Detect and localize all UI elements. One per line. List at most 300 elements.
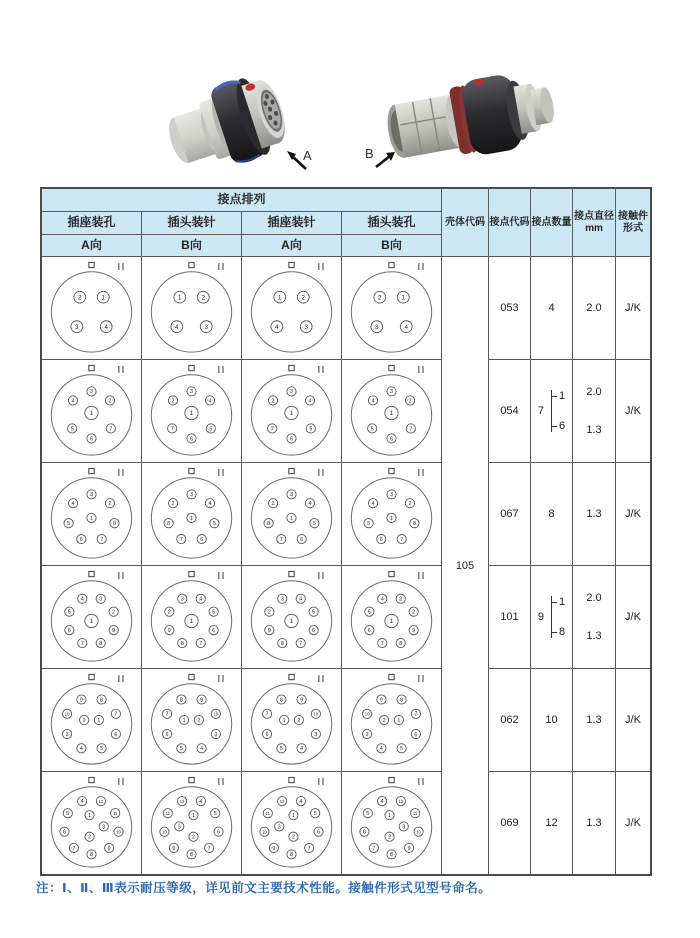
polarization-key-mark	[89, 777, 94, 782]
pin-diagram-101-plug-pin-b	[142, 566, 241, 668]
contact-pin-number: 6	[300, 536, 304, 543]
contact-form-label-1: 接触件	[618, 211, 648, 222]
contact-pin-number: 10	[64, 711, 70, 717]
insert-outline	[51, 684, 131, 764]
contact-pin-number: 6	[414, 731, 418, 738]
contact-pin-number: 5	[366, 811, 370, 818]
pin-diagram-svg	[42, 772, 141, 874]
withstand-voltage-level-mark: II	[317, 777, 326, 789]
contact-pin-number: 7	[372, 845, 376, 852]
contact-pin-number: 2	[88, 834, 92, 841]
col-header-contact-count: 接点数量	[531, 189, 572, 256]
polarization-key-mark	[389, 262, 394, 267]
contact-pin-number: 3	[390, 389, 393, 396]
contact-pin-number: 6	[217, 829, 221, 836]
contact-pin-number: 5	[370, 426, 374, 433]
pin-diagram-069-plug-hole-b	[342, 772, 441, 874]
contact-pin-number: 2	[271, 398, 275, 405]
contact-pin-number: 8	[290, 852, 293, 859]
polarization-key-mark	[89, 468, 94, 473]
socket-connector-body	[159, 69, 293, 181]
withstand-voltage-level-mark: II	[117, 571, 126, 583]
contact-code-value: 054	[489, 360, 530, 462]
withstand-voltage-level-mark: II	[217, 468, 226, 480]
contact-pin-number: 3	[99, 596, 103, 603]
contact-pin-number: 5	[213, 811, 217, 818]
contact-pin-number: 2	[377, 294, 382, 302]
contact-pin-number: 4	[308, 398, 312, 405]
contact-pin-number: 5	[66, 811, 70, 818]
contact-pin-number: 4	[379, 746, 383, 753]
pin-diagram-svg	[242, 566, 341, 668]
pin-diagram-067-socket-hole-a	[42, 463, 141, 565]
contact-pin-number: 1	[291, 813, 295, 820]
pin-diagram-svg	[342, 772, 441, 874]
contact-pin-number: 7	[207, 845, 211, 852]
contact-pin-number: 4	[71, 398, 75, 405]
contact-pin-number: 5	[400, 746, 404, 753]
contact-pin-number: 5	[179, 746, 183, 753]
contact-pin-number: 8	[179, 697, 183, 704]
contact-pin-number: 9	[407, 845, 411, 852]
pin-diagram-054-plug-pin-b	[142, 360, 241, 462]
contact-pin-number: 8	[399, 640, 403, 647]
insert-outline	[151, 684, 231, 764]
pin-diagram-054-socket-pin-a	[242, 360, 341, 462]
contact-form-value: J/K	[616, 257, 650, 359]
withstand-voltage-level-mark: II	[317, 262, 326, 274]
contact-pin-number: 8	[279, 697, 283, 704]
contact-pin-number: 6	[362, 829, 366, 836]
contact-pin-number: 2	[201, 294, 206, 302]
contact-pin-number: 8	[400, 697, 404, 704]
contact-pin-number: 1	[389, 410, 394, 418]
contact-pin-number: 4	[71, 501, 75, 508]
contact-pin-number: 3	[390, 492, 393, 499]
contact-pin-number: 7	[80, 640, 84, 647]
contact-diameter-cell	[573, 669, 615, 771]
insert-outline	[251, 684, 331, 764]
contact-pin-number: 8	[100, 697, 104, 704]
pin-diagram-067-socket-pin-a	[242, 463, 341, 565]
col-header-contact-diameter	[573, 189, 615, 256]
contact-pin-number: 1	[401, 294, 406, 302]
contact-pin-number: 5	[367, 609, 371, 616]
contact-pin-number: 2	[197, 717, 201, 724]
contact-pin-number: 6	[165, 731, 169, 738]
pin-diagram-svg	[342, 360, 441, 462]
diameter-value: 2.0	[586, 592, 602, 604]
pin-diagram-svg	[42, 566, 141, 668]
contact-pin-number: 6	[367, 628, 371, 635]
contact-pin-number: 6	[317, 829, 321, 836]
contact-pin-number: 7	[414, 711, 418, 718]
contact-pin-number: 6	[200, 536, 204, 543]
pin-diagram-svg	[242, 360, 341, 462]
contact-form-value: J/K	[616, 360, 650, 462]
contact-pin-number: 6	[379, 536, 383, 543]
contact-pin-number: 3	[365, 731, 369, 738]
contact-pin-number: 5	[367, 521, 371, 528]
polarization-key-mark	[89, 674, 94, 679]
contact-pin-number: 2	[267, 609, 271, 616]
contact-pin-number: 8	[390, 852, 393, 859]
contact-pin-number: 3	[90, 492, 93, 499]
withstand-voltage-level-mark: II	[317, 468, 326, 480]
contact-pin-number: 6	[265, 731, 269, 738]
polarization-key-mark	[389, 777, 394, 782]
contact-count-cell	[531, 257, 572, 359]
contact-pin-number: 7	[109, 426, 113, 433]
contact-pin-number: 2	[271, 501, 275, 508]
withstand-voltage-level-mark: II	[217, 674, 226, 686]
contact-pin-number: 4	[208, 501, 212, 508]
withstand-voltage-level-mark: II	[317, 571, 326, 583]
contact-pin-number: 1	[282, 717, 286, 724]
withstand-voltage-level-mark: II	[417, 365, 426, 377]
view-a-label: A	[303, 148, 312, 163]
contact-diameter-label: 接点直径	[574, 211, 614, 222]
col-header-socket-hole: 插座装孔	[42, 212, 141, 234]
view-b-arrow	[365, 146, 395, 167]
withstand-voltage-level-mark: II	[117, 468, 126, 480]
contact-code-value: 067	[489, 463, 530, 565]
diameter-value-2: 1.3	[586, 630, 602, 642]
contact-pin-number: 11	[265, 811, 270, 817]
plug-connector-photo	[364, 53, 572, 181]
contact-pin-number: 6	[212, 628, 216, 635]
contact-pin-number: 9	[267, 628, 271, 635]
contact-pin-number: 2	[108, 398, 112, 405]
contact-pin-number: 7	[199, 640, 203, 647]
contact-code-value: 062	[489, 669, 530, 771]
contact-pin-number: 1	[290, 515, 293, 522]
pin-diagram-062-plug-pin-b	[142, 669, 241, 771]
col-header-view-b: B向	[142, 235, 241, 256]
polarization-key-mark	[89, 365, 94, 370]
pin-diagram-svg	[142, 669, 241, 771]
contact-pin-number: 7	[265, 711, 269, 718]
contact-pin-number: 8	[112, 521, 116, 528]
contact-pin-number: 9	[200, 697, 204, 704]
col-header-contact-form	[616, 189, 650, 256]
polarization-key-mark	[189, 571, 194, 576]
withstand-voltage-level-mark: II	[117, 365, 126, 377]
pin-diagram-svg	[142, 257, 241, 359]
contact-pin-number: 7	[299, 640, 303, 647]
contact-pin-number: 3	[375, 323, 379, 331]
contact-pin-number: 3	[204, 323, 208, 331]
contact-pin-number: 9	[107, 845, 111, 852]
contact-arrangement-table	[40, 187, 652, 876]
polarization-key-mark	[389, 571, 394, 576]
contact-pin-number: 10	[364, 711, 370, 717]
contact-pin-number: 4	[208, 398, 212, 405]
pin-diagram-101-plug-hole-b	[342, 566, 441, 668]
contact-pin-number: 8	[280, 640, 284, 647]
contact-pin-number: 1	[390, 515, 393, 522]
pin-diagram-069-plug-pin-b	[142, 772, 241, 874]
contact-pin-number: 2	[82, 717, 86, 724]
contact-pin-number: 9	[167, 628, 171, 635]
contact-form-value: J/K	[616, 566, 650, 668]
contact-form-value: J/K	[616, 463, 650, 565]
contact-pin-number: 1	[90, 515, 93, 522]
contact-pin-number: 3	[290, 389, 293, 396]
diameter-value: 1.3	[586, 817, 602, 829]
contact-pin-number: 6	[62, 829, 66, 836]
withstand-voltage-level-mark: II	[417, 468, 426, 480]
contact-pin-number: 7	[270, 426, 274, 433]
polarization-key-mark	[189, 262, 194, 267]
col-header-contact-arrangement: 接点排列	[42, 189, 441, 211]
contact-pin-number: 4	[404, 323, 408, 331]
contact-diameter-cell	[573, 257, 615, 359]
col-header-plug-hole: 插头装孔	[342, 212, 441, 234]
polarization-key-mark	[189, 468, 194, 473]
polarization-key-mark	[389, 674, 394, 679]
contact-pin-number: 5	[313, 811, 317, 818]
pin-diagram-svg	[142, 566, 241, 668]
contact-pin-number: 4	[200, 746, 204, 753]
pin-diagram-svg	[42, 463, 141, 565]
contact-count-cell	[531, 566, 572, 668]
contact-pin-number: 2	[191, 834, 195, 841]
contact-pin-number: 3	[214, 731, 218, 738]
contact-pin-number: 4	[371, 501, 375, 508]
withstand-voltage-level-mark: II	[217, 777, 226, 789]
contact-pin-number: 1	[177, 294, 182, 302]
withstand-voltage-level-mark: II	[317, 365, 326, 377]
contact-pin-number: 1	[101, 294, 106, 302]
contact-pin-number: 3	[290, 492, 293, 499]
contact-pin-number: 2	[291, 834, 295, 841]
pin-diagram-054-socket-hole-a	[42, 360, 141, 462]
contact-pin-number: 11	[165, 811, 170, 817]
view-a-arrow	[287, 148, 312, 169]
insert-outline	[51, 272, 131, 352]
contact-pin-number: 1	[88, 813, 92, 820]
contact-code-value: 101	[489, 566, 530, 668]
footnote: 注：Ⅰ、Ⅱ、Ⅲ表示耐压等级，详见前文主要技术性能。接触件形式见型号命名。	[36, 881, 492, 895]
withstand-voltage-level-mark: II	[417, 262, 426, 274]
contact-form-value: J/K	[616, 772, 650, 874]
col-header-plug-pin: 插头装针	[142, 212, 241, 234]
pin-diagram-101-socket-hole-a	[42, 566, 141, 668]
polarization-key-mark	[289, 468, 294, 473]
contact-pin-number: 3	[90, 389, 93, 396]
contact-pin-number: 1	[389, 618, 394, 626]
contact-count-cell	[531, 669, 572, 771]
pin-diagram-svg	[42, 360, 141, 462]
contact-pin-number: 4	[275, 323, 279, 331]
contact-code-value: 069	[489, 772, 530, 874]
contact-pin-number: 7	[279, 536, 283, 543]
contact-pin-number: 11	[113, 811, 118, 817]
withstand-voltage-level-mark: II	[417, 571, 426, 583]
contact-pin-number: 2	[408, 398, 412, 405]
contact-pin-number: 6	[90, 436, 93, 443]
pin-diagram-svg	[342, 566, 441, 668]
contact-pin-number: 3	[314, 731, 318, 738]
contact-count-value: 4	[548, 302, 555, 314]
diameter-group-bracket: 1 8	[551, 596, 565, 638]
contact-pin-number: 1	[189, 618, 194, 626]
polarization-key-mark	[289, 365, 294, 370]
contact-pin-number: 3	[277, 824, 281, 831]
contact-pin-number: 5	[212, 609, 216, 616]
contact-pin-number: 4	[300, 746, 304, 753]
contact-pin-number: 2	[112, 609, 116, 616]
pin-diagram-svg	[342, 257, 441, 359]
pin-diagram-062-plug-hole-b	[342, 669, 441, 771]
contact-pin-number: 3	[280, 596, 284, 603]
contact-pin-number: 9	[300, 697, 304, 704]
contact-pin-number: 1	[289, 410, 294, 418]
contact-pin-number: 8	[99, 640, 103, 647]
diameter-value: 1.3	[586, 714, 602, 726]
contact-pin-number: 3	[65, 731, 69, 738]
contact-pin-number: 3	[180, 596, 184, 603]
col-header-contact-code: 接点代码	[489, 189, 530, 256]
withstand-voltage-level-mark: II	[217, 571, 226, 583]
contact-pin-number: 2	[171, 501, 175, 508]
contact-form-label-2: 形式	[623, 222, 643, 234]
insert-outline	[351, 684, 431, 764]
contact-count-cell	[531, 360, 572, 462]
contact-pin-number: 1	[388, 813, 392, 820]
contact-pin-number: 4	[199, 596, 203, 603]
diameter-value: 2.0	[586, 302, 602, 314]
contact-pin-number: 4	[371, 398, 375, 405]
contact-pin-number: 2	[108, 501, 112, 508]
contact-pin-number: 8	[412, 521, 416, 528]
contact-count-value: 9	[537, 611, 544, 623]
contact-pin-number: 1	[191, 813, 195, 820]
col-header-view-a: A向	[42, 235, 141, 256]
contact-pin-number: 12	[98, 798, 104, 804]
contact-pin-number: 4	[380, 596, 384, 603]
contact-pin-number: 11	[413, 811, 418, 817]
polarization-key-mark	[89, 262, 94, 267]
pin-diagram-067-plug-pin-b	[142, 463, 241, 565]
withstand-voltage-level-mark: II	[117, 674, 126, 686]
contact-pin-number: 4	[308, 501, 312, 508]
pin-diagram-svg	[342, 669, 441, 771]
contact-pin-number: 1	[190, 515, 193, 522]
withstand-voltage-level-mark: II	[417, 777, 426, 789]
contact-form-value: J/K	[616, 669, 650, 771]
contact-pin-number: 1	[89, 410, 94, 418]
contact-pin-number: 4	[175, 323, 179, 331]
pin-diagram-067-plug-hole-b	[342, 463, 441, 565]
contact-pin-number: 3	[399, 596, 403, 603]
contact-pin-number: 7	[400, 536, 404, 543]
contact-pin-number: 3	[102, 824, 106, 831]
contact-pin-number: 12	[398, 798, 404, 804]
contact-pin-number: 2	[171, 398, 175, 405]
contact-count-cell	[531, 463, 572, 565]
contact-pin-number: 6	[67, 628, 71, 635]
contact-pin-number: 6	[390, 436, 393, 443]
pin-diagram-svg	[42, 257, 141, 359]
contact-pin-number: 6	[114, 731, 118, 738]
polarization-key-mark	[389, 365, 394, 370]
contact-pin-number: 8	[167, 521, 171, 528]
contact-pin-number: 1	[277, 294, 282, 302]
contact-pin-number: 4	[79, 746, 83, 753]
contact-count-value: 7	[537, 405, 544, 417]
polarization-key-mark	[289, 262, 294, 267]
col-header-shell-code: 壳体代码	[442, 189, 488, 256]
contact-pin-number: 2	[167, 609, 171, 616]
contact-pin-number: 9	[112, 628, 116, 635]
col-header-view-a: A向	[242, 235, 341, 256]
polarization-key-mark	[89, 571, 94, 576]
contact-pin-number: 9	[272, 845, 276, 852]
diameter-value: 2.0	[586, 386, 602, 398]
contact-pin-number: 10	[313, 711, 319, 717]
pin-diagram-069-socket-pin-a	[242, 772, 341, 874]
insert-outline	[351, 272, 431, 352]
pin-diagram-svg	[342, 463, 441, 565]
contact-pin-number: 10	[116, 829, 121, 835]
contact-pin-number: 3	[190, 389, 193, 396]
contact-pin-number: 3	[190, 492, 193, 499]
contact-pin-number: 1	[97, 717, 101, 724]
pin-diagram-svg	[142, 463, 241, 565]
contact-pin-number: 7	[307, 845, 311, 852]
contact-pin-number: 2	[408, 501, 412, 508]
contact-pin-number: 5	[70, 426, 74, 433]
contact-diameter-cell	[573, 463, 615, 565]
contact-pin-number: 7	[114, 711, 118, 718]
contact-pin-number: 1	[189, 410, 194, 418]
pin-diagram-svg	[242, 257, 341, 359]
contact-code-value: 053	[489, 257, 530, 359]
contact-pin-number: 8	[190, 852, 193, 859]
contact-pin-number: 1	[397, 717, 401, 724]
contact-pin-number: 5	[312, 521, 316, 528]
contact-pin-number: 7	[170, 426, 174, 433]
pin-diagram-svg	[242, 772, 341, 874]
contact-pin-number: 1	[89, 618, 94, 626]
pin-diagram-062-socket-hole-a	[42, 669, 141, 771]
diameter-group-bracket: 1 6	[551, 390, 565, 432]
pin-diagram-svg	[142, 360, 241, 462]
pin-diagram-053-socket-hole-a	[42, 257, 141, 359]
contact-pin-number: 9	[412, 628, 416, 635]
contact-pin-number: 10	[162, 829, 167, 835]
polarization-key-mark	[189, 777, 194, 782]
contact-pin-number: 7	[179, 536, 183, 543]
pin-diagram-053-plug-hole-b	[342, 257, 441, 359]
contact-pin-number: 10	[262, 829, 267, 835]
contact-pin-number: 2	[388, 834, 392, 841]
contact-pin-number: 6	[190, 436, 193, 443]
contact-pin-number: 3	[402, 824, 406, 831]
view-b-label: B	[365, 146, 374, 161]
pin-diagram-053-plug-pin-b	[142, 257, 241, 359]
pin-diagram-svg	[42, 669, 141, 771]
contact-pin-number: 3	[177, 824, 181, 831]
polarization-key-mark	[189, 365, 194, 370]
pin-diagram-053-socket-pin-a	[242, 257, 341, 359]
contact-pin-number: 7	[165, 711, 169, 718]
contact-pin-number: 4	[299, 798, 303, 805]
shell-code-value: 105	[442, 257, 488, 874]
contact-pin-number: 10	[416, 829, 421, 835]
